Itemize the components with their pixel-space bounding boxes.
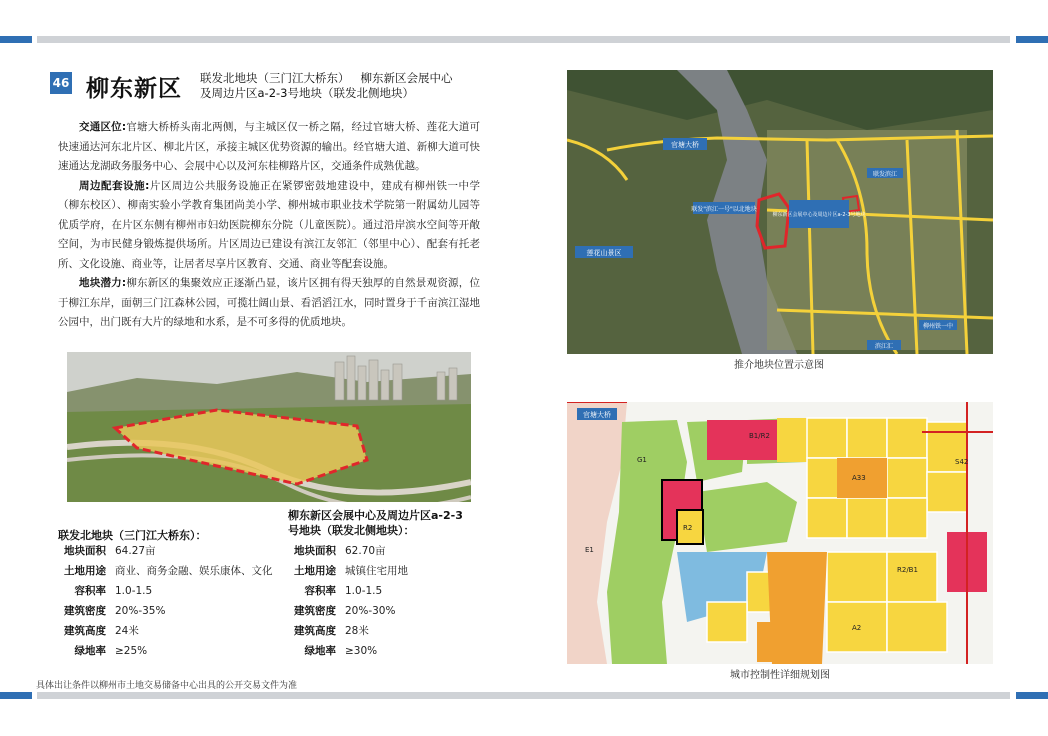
field-value: 20%-30% bbox=[345, 605, 396, 617]
field-label: 容积率 bbox=[304, 585, 336, 597]
field-value: 1.0-1.5 bbox=[115, 585, 153, 597]
paragraph-label: 交通区位: bbox=[79, 121, 127, 133]
zone-label: B1/R2 bbox=[749, 432, 770, 440]
right-row-use bbox=[268, 561, 408, 581]
paragraph-text: 官塘大桥桥头南北两侧，与主城区仅一桥之隔，经过官塘大桥、莲花大道可快速通达河东北片区、柳北片区，承接主城区优势资源的输出。经官塘大道、新柳大道可快速通达龙湖政务服务中心、会展中心以及河东桂柳路片区，交通条件成熟优越。 bbox=[58, 121, 481, 172]
field-label: 地块面积 bbox=[64, 545, 106, 557]
field-value: 62.70亩 bbox=[345, 545, 386, 557]
left-row-height bbox=[38, 621, 139, 641]
field-label: 容积率 bbox=[74, 585, 106, 597]
zone-label: E1 bbox=[585, 546, 594, 554]
subtitle-line1: 联发北地块（三门江大桥东） 柳东新区会展中心 bbox=[200, 71, 453, 85]
paragraph-label: 地块潜力: bbox=[79, 277, 127, 289]
planning-map-illustration bbox=[567, 402, 993, 664]
page-title: 柳东新区 bbox=[86, 76, 182, 102]
location-map bbox=[567, 70, 993, 354]
field-label: 建筑密度 bbox=[294, 605, 336, 617]
plan-label-bridge: 官塘大桥 bbox=[583, 411, 611, 419]
map-label-park: 莲花山景区 bbox=[586, 249, 622, 257]
aerial-photo bbox=[67, 352, 471, 502]
field-value: ≥30% bbox=[345, 645, 378, 657]
subtitle-line2: 及周边片区a-2-3号地块（联发北侧地块） bbox=[200, 86, 414, 100]
aerial-photo-illustration bbox=[67, 352, 471, 502]
field-value: ≥25% bbox=[115, 645, 148, 657]
map-label-neighbor: 联发滨江 bbox=[872, 171, 898, 178]
location-map-illustration bbox=[567, 70, 993, 354]
top-bar-left-accent bbox=[0, 36, 32, 43]
field-value: 28米 bbox=[345, 625, 369, 637]
zone-label: A33 bbox=[852, 474, 866, 482]
zone-label: S42 bbox=[955, 458, 969, 466]
field-label: 绿地率 bbox=[74, 645, 106, 657]
top-bar bbox=[37, 36, 1010, 43]
field-label: 地块面积 bbox=[294, 545, 336, 557]
right-plot-title-line1: 柳东新区会展中心及周边片区a-2-3 bbox=[288, 509, 463, 522]
map-label-plot1: 联发"滨江一号"以北地块 bbox=[691, 206, 757, 213]
body-text bbox=[58, 118, 480, 333]
zone-label: G1 bbox=[637, 456, 647, 464]
paragraph-label: 周边配套设施: bbox=[79, 179, 150, 192]
map-label-bridge: 官塘大桥 bbox=[671, 141, 699, 149]
left-row-green bbox=[38, 641, 147, 661]
map-label-school: 柳州铁一中 bbox=[922, 323, 954, 330]
planning-map-caption: 城市控制性详细规划图 bbox=[730, 670, 830, 681]
page-number-badge: 46 bbox=[50, 72, 72, 94]
field-value: 24米 bbox=[115, 625, 139, 637]
right-row-density bbox=[268, 601, 395, 621]
zone-label: A2 bbox=[852, 624, 862, 632]
right-plot-rows bbox=[268, 541, 508, 661]
left-row-use bbox=[38, 561, 273, 581]
right-row-green bbox=[268, 641, 377, 661]
left-plot-rows bbox=[38, 541, 278, 661]
bottom-bar bbox=[37, 692, 1010, 699]
field-value: 20%-35% bbox=[115, 605, 166, 617]
paragraph-text: 片区周边公共服务设施正在紧锣密鼓地建设中，建成有柳州铁一中学（柳东校区）、柳南实验小学教育集团尚美小学、柳州城市职业技术学院第一附属幼儿园等优质学府，在片区东侧有柳州市妇幼医院柳东分院（儿童医院）。通过沿岸滨水空间等开敞空间，为市民健身锻炼提供场所。片区周边已建设有滨江友邻汇（邻里中心）、配套有托老所、文化设施、商业等，让居者尽享片区教育、交通、商业等配套设施。 bbox=[58, 179, 481, 270]
right-row-far bbox=[268, 581, 382, 601]
zone-label: R2 bbox=[683, 524, 693, 532]
top-bar-right-accent bbox=[1016, 36, 1048, 43]
field-value: 64.27亩 bbox=[115, 545, 156, 557]
right-plot-info bbox=[288, 508, 488, 538]
page-subtitle bbox=[200, 71, 452, 101]
left-row-density bbox=[38, 601, 165, 621]
map-label-plot2: 柳东新区会展中心及周边片区a-2-3号地块 bbox=[772, 212, 866, 218]
field-value: 1.0-1.5 bbox=[345, 585, 383, 597]
paragraph-traffic bbox=[58, 118, 480, 177]
right-row-height bbox=[268, 621, 369, 641]
field-label: 建筑高度 bbox=[64, 625, 106, 637]
paragraph-potential bbox=[58, 274, 480, 333]
field-label: 建筑高度 bbox=[294, 625, 336, 637]
field-value: 城镇住宅用地 bbox=[345, 565, 408, 577]
footnote: 具体出让条件以柳州市土地交易储备中心出具的公开交易文件为准 bbox=[36, 681, 298, 691]
paragraph-facilities bbox=[58, 177, 480, 275]
paragraph-text: 柳东新区的集聚效应正逐渐凸显，该片区拥有得天独厚的自然景观资源，位于柳江东岸，面朝三门江森林公园，可揽壮阔山景、看滔滔江水，同时置身于千亩滨江湿地公园中，出门既有大片的绿地和水系，是不可多得的优质地块。 bbox=[58, 277, 481, 328]
zone-label: R2/B1 bbox=[897, 566, 918, 574]
left-plot-title: 联发北地块（三门江大桥东）： bbox=[58, 529, 207, 542]
map-label-market: 滨江汇 bbox=[874, 343, 894, 350]
field-label: 绿地率 bbox=[304, 645, 336, 657]
right-row-area bbox=[268, 541, 386, 561]
field-label: 建筑密度 bbox=[64, 605, 106, 617]
right-plot-title-line2: 号地块（联发北侧地块）： bbox=[288, 524, 415, 537]
bottom-bar-left-accent bbox=[0, 692, 32, 699]
left-row-far bbox=[38, 581, 152, 601]
left-row-area bbox=[38, 541, 156, 561]
field-label: 土地用途 bbox=[294, 565, 336, 577]
location-map-caption: 推介地块位置示意图 bbox=[734, 360, 824, 371]
field-value: 商业、商务金融、娱乐康体、文化 bbox=[115, 565, 273, 577]
field-label: 土地用途 bbox=[64, 565, 106, 577]
bottom-bar-right-accent bbox=[1016, 692, 1048, 699]
planning-map bbox=[567, 402, 993, 664]
